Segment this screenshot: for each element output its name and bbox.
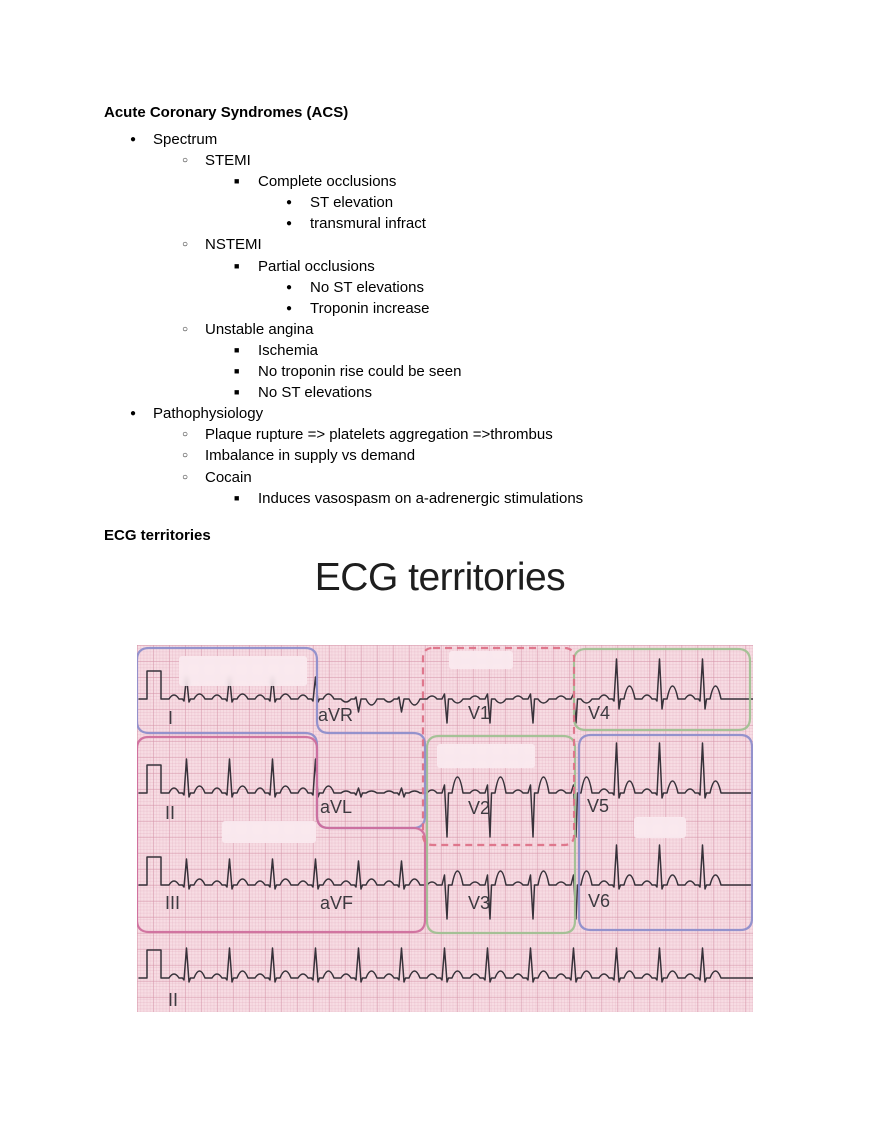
- redacted-label: [437, 744, 535, 768]
- bullet-glyph: ■: [234, 260, 240, 271]
- list-item-text: Imbalance in supply vs demand: [205, 447, 416, 465]
- notes-block: [104, 103, 764, 545]
- figure-title: ECG territories: [314, 556, 566, 599]
- lead-label-v4: V4: [588, 703, 611, 723]
- list-item-text: No ST elevations: [258, 384, 372, 402]
- list-item: [104, 340, 764, 361]
- list-item: [104, 445, 764, 466]
- list-item: [104, 213, 764, 234]
- section-heading: ECG territories: [104, 526, 211, 544]
- list-item-text: No troponin rise could be seen: [258, 363, 462, 381]
- lead-label-i: I: [168, 708, 174, 728]
- ecg-trace-row3: [139, 845, 753, 919]
- list-item: [104, 129, 764, 150]
- list-item: [104, 277, 764, 298]
- lead-label-avl: aVL: [320, 797, 353, 817]
- bullet-glyph: ●: [130, 134, 137, 145]
- list-item-text: No ST elevations: [310, 278, 424, 296]
- list-item-text: Unstable angina: [205, 320, 314, 338]
- bullet-glyph: ●: [286, 281, 293, 293]
- bullet-glyph: ○: [182, 239, 189, 251]
- bullet-glyph: ●: [130, 408, 137, 420]
- bullet-glyph: ○: [182, 471, 189, 483]
- lead-label-v6: V6: [588, 891, 611, 911]
- lead-label-v5: V5: [587, 796, 610, 816]
- bullet-glyph: ●: [286, 218, 293, 230]
- redacted-label: [179, 656, 307, 686]
- notes-list: [104, 129, 764, 509]
- bullet-glyph: ■: [234, 387, 240, 398]
- list-item: [104, 467, 764, 488]
- list-item-text: Ischemia: [258, 341, 319, 359]
- list-item-text: STEMI: [205, 152, 251, 170]
- lead-label-avr: aVR: [318, 705, 354, 725]
- list-item-text: Partial occlusions: [258, 257, 375, 275]
- list-item: [104, 192, 764, 213]
- list-item: [104, 150, 764, 171]
- list-item-text: Cocain: [205, 468, 252, 486]
- notes-title: Acute Coronary Syndromes (ACS): [104, 104, 349, 121]
- list-item-text: Pathophysiology: [153, 405, 264, 423]
- redacted-label: [634, 817, 686, 838]
- bullet-glyph: ○: [182, 323, 189, 335]
- list-item: [104, 361, 764, 382]
- lead-label-iii: III: [165, 893, 181, 913]
- list-item: [104, 234, 764, 255]
- list-item-text: NSTEMI: [205, 236, 262, 254]
- list-item: [104, 319, 764, 340]
- ecg-trace-row4: [139, 948, 753, 982]
- bullet-glyph: ●: [286, 197, 293, 209]
- list-item-text: ST elevation: [310, 194, 394, 212]
- bullet-glyph: ○: [182, 155, 189, 167]
- bullet-glyph: ○: [182, 429, 189, 441]
- bullet-glyph: ■: [234, 344, 240, 355]
- bullet-glyph: ●: [286, 302, 293, 314]
- ecg-figure-image[interactable]: [137, 645, 753, 1012]
- list-item: [104, 488, 764, 509]
- list-item: [104, 403, 764, 424]
- list-item-text: transmural infract: [310, 215, 426, 233]
- lead-label-v3: V3: [468, 893, 491, 913]
- list-item: [104, 171, 764, 192]
- list-item-text: Spectrum: [153, 131, 218, 148]
- bullet-glyph: ■: [234, 176, 240, 187]
- redacted-label: [222, 821, 316, 843]
- list-item: [104, 424, 764, 445]
- lead-label-v2: V2: [468, 798, 491, 818]
- lead-label-avf: aVF: [320, 893, 354, 913]
- lead-label-v1: V1: [468, 703, 491, 723]
- list-item-text: Plaque rupture => platelets aggregation =>thrombus: [205, 426, 553, 444]
- list-item: [104, 256, 764, 277]
- lead-label-ii: II: [165, 803, 176, 823]
- list-item-text: Induces vasospasm on a-adrenergic stimulations: [258, 489, 584, 507]
- list-item: [104, 382, 764, 403]
- list-item-text: Complete occlusions: [258, 173, 397, 191]
- list-item: [104, 298, 764, 319]
- lead-label-ii: II: [168, 990, 179, 1010]
- redacted-label: [449, 651, 513, 669]
- bullet-glyph: ■: [234, 492, 240, 503]
- list-item-text: Troponin increase: [310, 299, 430, 317]
- bullet-glyph: ■: [234, 366, 240, 377]
- bullet-glyph: ○: [182, 450, 189, 462]
